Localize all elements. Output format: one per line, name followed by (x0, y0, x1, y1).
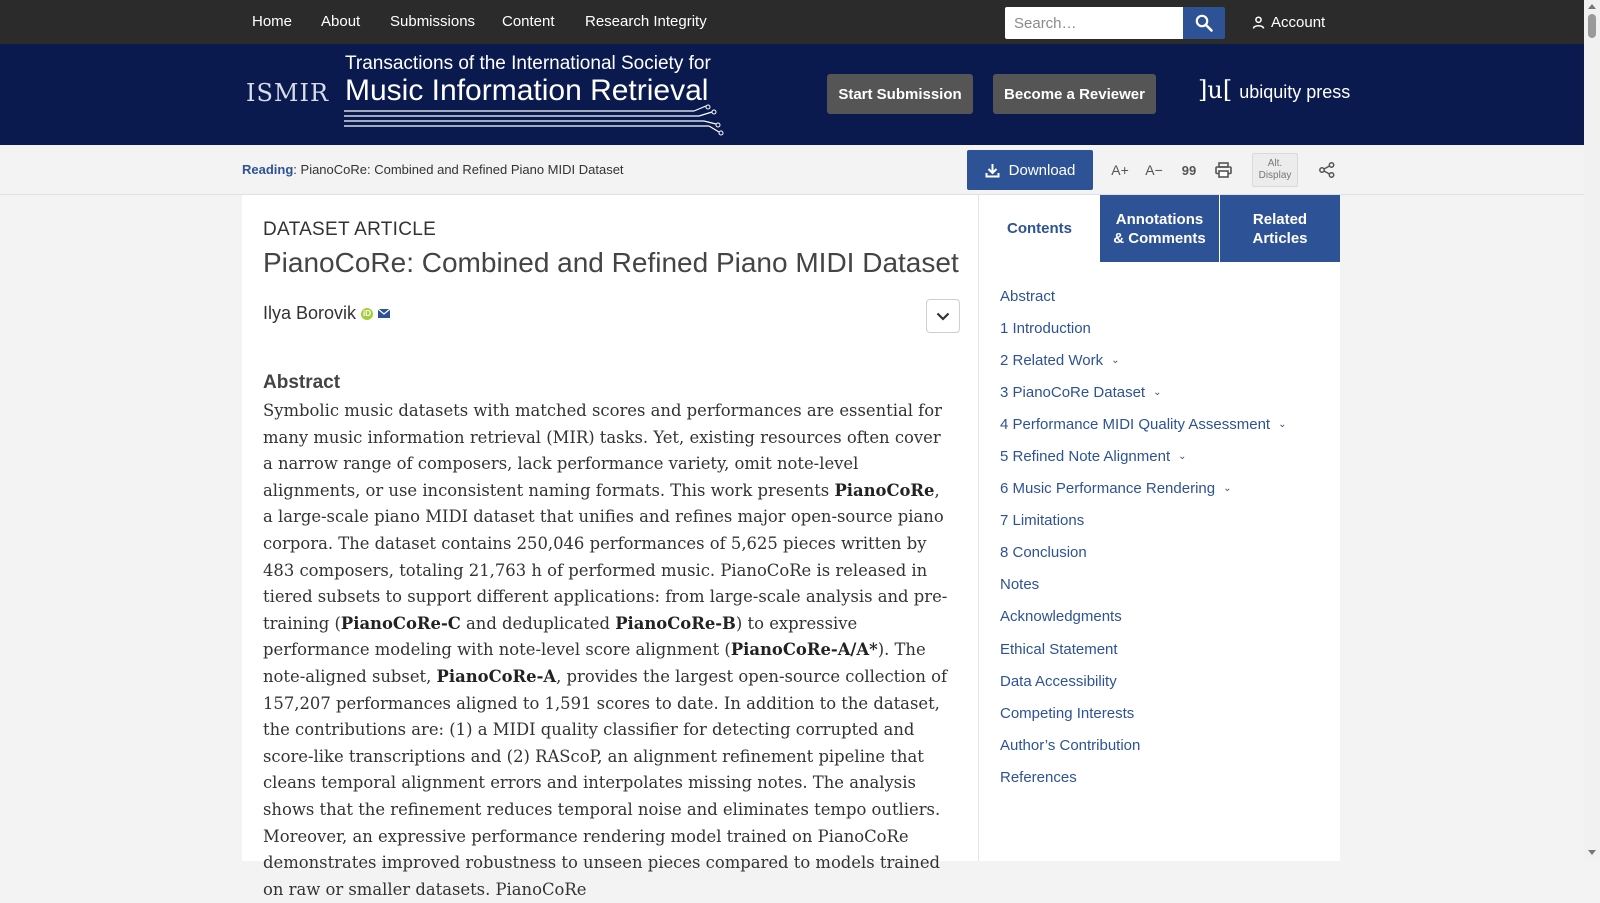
toc-item-label[interactable]: 4 Performance MIDI Quality Assessment (1000, 415, 1271, 433)
download-button[interactable] (967, 150, 1093, 190)
toc-item[interactable] (1000, 505, 1287, 537)
abstract-text-segment: Symbolic music datasets with matched scores and performances are essential for many music information retrieval (MIR) tasks. Yet, existing resources often cover a narrow range of composers, lack performance variety, omit note-level alignments, or use inconsistent naming formats. This work presents (263, 401, 942, 500)
ismir-logo[interactable]: ISMIR (246, 79, 330, 107)
share-icon (1319, 162, 1335, 178)
toc-item[interactable] (1000, 665, 1287, 697)
journal-logo-lines-graphic (344, 108, 730, 136)
author-name[interactable]: Ilya Borovik (263, 303, 357, 323)
print-icon (1215, 162, 1232, 178)
email-icon[interactable] (378, 309, 390, 318)
page-scrollbar[interactable] (1584, 0, 1600, 861)
abstract-emphasis: PianoCoRe-C (340, 613, 461, 633)
toc-item-label[interactable]: Abstract (1000, 287, 1056, 305)
journal-title-line2[interactable]: Music Information Retrieval (345, 74, 709, 107)
chevron-down-icon[interactable]: ⌄ (1223, 483, 1232, 495)
toc-item-label[interactable]: Notes (1000, 576, 1040, 594)
search-input[interactable] (1005, 7, 1183, 39)
alt-display-button[interactable] (1252, 153, 1298, 187)
toc-item[interactable] (1000, 761, 1287, 793)
toc-item-label[interactable]: Ethical Statement (1000, 640, 1118, 658)
nav-research-integrity-link[interactable]: Research Integrity (585, 13, 707, 30)
abstract-emphasis: PianoCoRe (834, 480, 935, 500)
chevron-down-icon (936, 312, 950, 321)
search-button[interactable] (1183, 7, 1225, 39)
abstract-heading: Abstract (263, 372, 341, 393)
toc-item-label[interactable]: 1 Introduction (1000, 319, 1091, 337)
toc-item-label[interactable]: 2 Related Work (1000, 351, 1104, 369)
reading-indicator (242, 145, 624, 195)
abstract-text-segment: , provides the largest open-source collection of 157,207 performances aligned to 1,591 scores to date. In addition to the dataset, the contributions are: (1) a MIDI quality classifier for detecting corrupted and score-like transcriptions and (2) RAScoP, an alignment refinement pipeline that cleans temporal alignment errors and interpolates missing notes. The analysis shows that the refinement reduces temporal noise and eliminates tempo outliers. Moreover, an expressive performance rendering model trained on PianoCoRe demonstrates improved robustness to unseen pieces compared to models trained on raw or smaller datasets. PianoCoRe (263, 666, 948, 899)
scroll-up-arrow[interactable] (1588, 4, 1596, 9)
reading-toolbar (0, 145, 1584, 195)
toc-item-label[interactable]: Competing Interests (1000, 704, 1135, 722)
toc-item[interactable] (1000, 537, 1287, 569)
alt-display-line2: Display (1258, 170, 1292, 181)
author-line (263, 303, 390, 324)
abstract-text-segment: , a large-scale piano MIDI dataset that unifies and refines major open-source piano corpora. The dataset contains 250,046 performances of 5,625 pieces written by 483 composers, totaling 21,763 h of performed music. PianoCoRe is released in tiered subsets to support different applications: from large-scale analysis and pre-training ( (263, 480, 948, 633)
account-menu[interactable] (1252, 0, 1325, 44)
toc-item-label[interactable]: 3 PianoCoRe Dataset (1000, 383, 1146, 401)
toc-item-label[interactable]: 8 Conclusion (1000, 544, 1087, 562)
abstract-emphasis: PianoCoRe-A/A* (730, 640, 878, 660)
article-main (242, 195, 979, 899)
author-details-toggle[interactable] (926, 299, 960, 333)
table-of-contents (1000, 280, 1287, 794)
toc-item-label[interactable]: Acknowledgments (1000, 608, 1122, 626)
toc-item-label[interactable]: References (1000, 768, 1077, 786)
become-reviewer-button[interactable]: Become a Reviewer (993, 74, 1156, 114)
search-icon (1195, 14, 1213, 32)
abstract-emphasis: PianoCoRe-B (615, 613, 736, 633)
abstract-text-segment: ) to expressive performance modeling with note-level score alignment ( (263, 613, 858, 660)
journal-banner (0, 44, 1584, 145)
font-decrease-button[interactable]: A− (1145, 162, 1163, 178)
nav-submissions-link[interactable]: Submissions (390, 13, 476, 30)
print-button[interactable] (1207, 150, 1239, 190)
alt-display-line1: Alt. (1267, 158, 1283, 169)
toc-item[interactable] (1000, 697, 1287, 729)
toc-item[interactable] (1000, 569, 1287, 601)
nav-about-link[interactable]: About (321, 13, 361, 30)
toc-item[interactable] (1000, 440, 1287, 472)
cite-button[interactable]: 99 (1181, 162, 1197, 178)
toc-item[interactable] (1000, 280, 1287, 312)
toc-item-label[interactable]: Author’s Contribution (1000, 736, 1141, 754)
nav-content-link[interactable]: Content (502, 13, 555, 30)
nav-home-link[interactable]: Home (252, 13, 293, 30)
article-title: PianoCoRe: Combined and Refined Piano MIDI Dataset (263, 247, 959, 278)
toc-item-label[interactable]: 7 Limitations (1000, 512, 1085, 530)
toc-item[interactable] (1000, 473, 1287, 505)
toc-item-label[interactable]: 5 Refined Note Alignment (1000, 448, 1171, 466)
toc-item[interactable] (1000, 312, 1287, 344)
abstract-text (263, 398, 953, 903)
top-navigation-bar (0, 0, 1584, 44)
toc-item-label[interactable]: Data Accessibility (1000, 672, 1117, 690)
article-sidebar (979, 195, 1340, 861)
ubiquity-name: ubiquity press (1239, 82, 1351, 102)
chevron-down-icon[interactable]: ⌄ (1111, 354, 1120, 366)
chevron-down-icon[interactable]: ⌄ (1278, 418, 1287, 430)
abstract-emphasis: PianoCoRe-A (436, 666, 557, 686)
scroll-down-arrow[interactable] (1588, 850, 1596, 855)
ubiquity-mark: ]u[ (1198, 76, 1233, 104)
orcid-icon[interactable]: iD (363, 308, 372, 318)
abstract-text-segment: and deduplicated (460, 613, 616, 633)
reading-title: : PianoCoRe: Combined and Refined Piano MIDI Dataset (293, 162, 624, 177)
tab-annotations-comments[interactable]: Annotations & Comments (1100, 195, 1219, 262)
download-icon (985, 163, 1000, 178)
abstract-text-segment: ). The note-aligned subset, (263, 640, 926, 686)
tab-contents[interactable]: Contents (979, 195, 1100, 262)
download-label: Download (1008, 161, 1076, 179)
toc-item-label[interactable]: 6 Music Performance Rendering (1000, 480, 1216, 498)
toc-item[interactable] (1000, 344, 1287, 376)
toc-item[interactable] (1000, 633, 1287, 665)
font-increase-button[interactable]: A+ (1111, 162, 1129, 178)
reading-label: Reading (242, 162, 294, 177)
scroll-thumb[interactable] (1588, 14, 1596, 38)
chevron-down-icon[interactable]: ⌄ (1153, 386, 1162, 398)
user-icon (1252, 16, 1265, 29)
toc-item[interactable] (1000, 408, 1287, 440)
chevron-down-icon[interactable]: ⌄ (1178, 451, 1187, 463)
start-submission-button[interactable]: Start Submission (827, 74, 973, 114)
toc-item[interactable] (1000, 729, 1287, 761)
toc-item[interactable] (1000, 601, 1287, 633)
article-type-label: DATASET ARTICLE (263, 219, 437, 240)
ubiquity-press-logo[interactable] (1198, 76, 1350, 104)
journal-title-line1[interactable]: Transactions of the International Society for (345, 53, 711, 74)
toc-item[interactable] (1000, 376, 1287, 408)
share-button[interactable] (1311, 150, 1343, 190)
tab-related-articles[interactable]: Related Articles (1220, 195, 1340, 262)
account-label: Account (1271, 13, 1326, 31)
